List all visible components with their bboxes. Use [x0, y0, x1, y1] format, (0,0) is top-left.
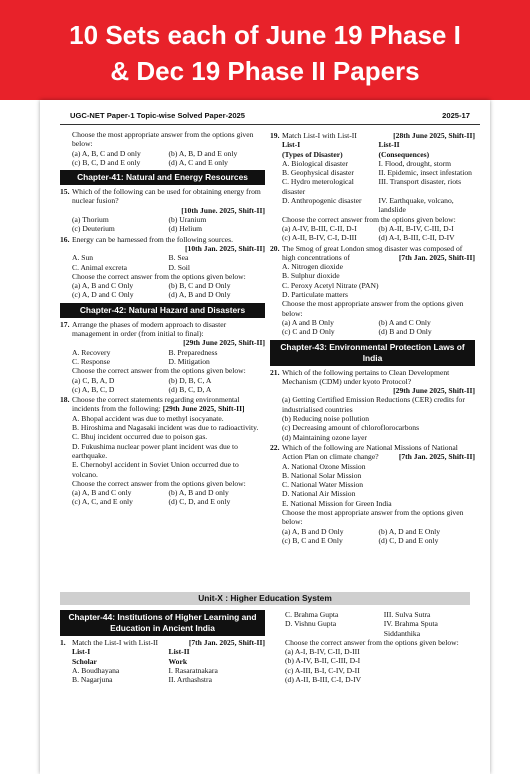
- list-item: C. Animal excreta: [72, 262, 128, 272]
- option-b: (b) A-II, B-IV, C-III, D-I: [378, 223, 454, 233]
- option-a: (a) A, B, C and D only: [72, 148, 141, 158]
- question-18: [60, 395, 265, 414]
- list-item: C. Peroxy Acetyl Nitrate (PAN): [282, 280, 379, 290]
- list-item: E. National Mission for Green India: [282, 498, 392, 508]
- question-number: 1.: [60, 638, 66, 647]
- list-1-heading: List-I: [72, 647, 91, 657]
- question-text: Energy can be harnessed from the following sources.: [72, 234, 233, 244]
- question-source: [10th Jan. 2025, Shift-II]: [185, 243, 265, 253]
- list-item: A. Sun: [72, 253, 94, 263]
- question-number: 16.: [60, 234, 70, 244]
- question-source: [7th Jan. 2025, Shift-II]: [398, 452, 475, 462]
- chapter-41-heading: Chapter-41: Natural and Energy Resources: [60, 170, 265, 185]
- option-b: (b) B, C and D Only: [168, 281, 231, 291]
- choose-instruction: Choose the correct answer from the options given below:: [285, 637, 459, 647]
- option-b: (b) Uranium: [168, 215, 207, 225]
- list-1-item: C. Hydro meterological disaster: [282, 177, 354, 196]
- option-a: (a) Getting Certified Emission Reductions (CER) credits for industrialised countries: [282, 395, 465, 414]
- choose-instruction: Choose the most appropriate answer from the options given below:: [282, 507, 464, 527]
- question-text: Which of the following are National Missions of National Action Plan on climate change?: [282, 442, 458, 462]
- list-item: B. Hiroshima and Nagasaki incident was due to radioactivity.: [72, 423, 259, 433]
- option-c: (c) A-II, B-IV, C-I, D-III: [282, 233, 357, 243]
- list-1-subheading: Scholar: [72, 656, 97, 666]
- question-number: 17.: [60, 319, 70, 329]
- list-item: D. Mitigation: [168, 356, 210, 366]
- list-2-item: I. Flood, drought, storm: [378, 158, 452, 168]
- right-column: [270, 130, 475, 545]
- list-1-item: A. Boudhayana: [72, 665, 120, 675]
- header-title: UGC-NET Paper-1 Topic-wise Solved Paper-2025: [70, 111, 245, 120]
- question-number: 19.: [270, 131, 280, 140]
- option-a: (a) A-IV, B-III, C-II, D-I: [282, 223, 357, 233]
- list-2-subheading: (Consequences): [378, 149, 430, 159]
- list-1-item: A. Biological disaster: [282, 158, 349, 168]
- list-item: C. National Water Mission: [282, 480, 364, 490]
- promo-banner: [0, 0, 530, 100]
- question-source: [7th Jan. 2025, Shift-II]: [188, 638, 265, 647]
- option-d: (d) B, C, D, A: [168, 384, 212, 394]
- question-text: Which of the following pertains to Clean Development Mechanism (CDM) under kyoto Protocol?: [282, 367, 450, 386]
- option-c: (c) B, C and E Only: [282, 535, 343, 545]
- bottom-left-column: [60, 610, 265, 684]
- question-source: [10th June. 2025, Shift-II]: [181, 205, 265, 215]
- option-a: (a) A-I, B-IV, C-II, D-III: [285, 647, 360, 657]
- page-number: 2025-17: [442, 111, 470, 120]
- list-item: B. National Solar Mission: [282, 470, 362, 480]
- list-2-item: I. Rasaratnakara: [168, 665, 218, 675]
- option-a: (a) C, B, A, D: [72, 375, 115, 385]
- question-22: [270, 443, 475, 462]
- list-item: C. Response: [72, 356, 110, 366]
- option-c: (c) B, C, D and E only: [72, 157, 141, 167]
- question-text: Match the List-I with List-II: [72, 638, 159, 647]
- option-b: (b) A, B, D and E only: [168, 148, 238, 158]
- question-text: Which of the following can be used for obtaining energy from nuclear fusion?: [72, 187, 261, 206]
- option-b: (b) A, B and D only: [168, 488, 229, 498]
- option-c: (c) C and D Only: [282, 327, 335, 337]
- list-item: D. Fukushima nuclear power plant incident was due to earthquake.: [72, 441, 238, 460]
- question-20: [270, 244, 475, 263]
- list-item: D. National Air Mission: [282, 489, 356, 499]
- option-d: (d) Maintaining ozone layer: [282, 432, 367, 442]
- chapter-43-heading: Chapter-43: Environmental Protection Laws of India: [270, 340, 475, 366]
- question-1: [60, 638, 265, 647]
- question-number: 20.: [270, 243, 280, 253]
- header-rule: [60, 124, 480, 125]
- choose-instruction: Choose the correct answer from the options given below:: [72, 366, 246, 376]
- chapter-44-heading: Chapter-44: Institutions of Higher Learning and Education in Ancient India: [60, 610, 265, 636]
- option-d: (d) A-I, B-III, C-II, D-IV: [378, 233, 455, 243]
- list-item: A. Bhopal accident was due to methyl isocyanate.: [72, 413, 224, 423]
- question-text: Arrange the phases of modern approach to disaster management in order (from initial to final):: [72, 319, 227, 339]
- question-number: 21.: [270, 367, 280, 377]
- question-text: Choose the correct statements regarding environmental incidents from the following:: [72, 395, 240, 414]
- banner-line-1: 10 Sets each of June 19 Phase I: [69, 20, 461, 50]
- choose-instruction: Choose the most appropriate answer from the options given below:: [282, 299, 464, 318]
- question-source: [28th June 2025, Shift-II]: [393, 131, 475, 140]
- list-item: B. Sea: [168, 253, 189, 263]
- question-source: [29th June 2025, Shift-II]: [183, 338, 265, 348]
- option-d: (d) C, D and E only: [378, 535, 439, 545]
- question-text: The Smog of great London smog disaster was composed of high concentrations of: [282, 243, 463, 262]
- option-c: (c) Deuterium: [72, 224, 115, 234]
- list-item: B. Sulphur dioxide: [282, 271, 340, 281]
- list-1-subheading: (Types of Disaster): [282, 149, 343, 159]
- list-2-subheading: Work: [168, 656, 188, 666]
- options-row: [60, 158, 265, 167]
- list-item: B. Preparedness: [168, 347, 218, 357]
- list-1-item: C. Brahma Gupta: [285, 610, 339, 619]
- list-2-item: II. Arthashstra: [168, 675, 212, 685]
- options-row: [60, 149, 265, 158]
- bottom-right-column: [285, 610, 475, 684]
- option-a: (a) A, B and C only: [72, 488, 132, 498]
- option-b: (b) Reducing noise pollution: [282, 414, 370, 424]
- intro-text: Choose the most appropriate answer from the options given below:: [72, 130, 254, 149]
- question-source: [29th June 2025, Shift-II]: [162, 404, 245, 414]
- list-2-heading: List-II: [378, 140, 400, 150]
- question-19: [270, 131, 475, 140]
- list-1-item: B. Geophysical disaster: [282, 168, 354, 178]
- option-d: (d) A, C and E only: [168, 157, 228, 167]
- list-item: A. Nitrogen dioxide: [282, 262, 343, 272]
- question-source: [29th June 2025, Shift-II]: [393, 386, 475, 396]
- chapter-42-heading: Chapter-42: Natural Hazard and Disasters: [60, 303, 265, 318]
- list-2-item: III. Sulva Sutra: [383, 610, 431, 619]
- option-b: (b) A, D and E Only: [378, 526, 441, 536]
- option-a: (a) Thorium: [72, 215, 109, 225]
- list-item: E. Chernobyl accident in Soviet Union occurred due to volcano.: [72, 460, 239, 479]
- question-16: [60, 235, 265, 254]
- banner-line-2: & Dec 19 Phase II Papers: [110, 56, 420, 86]
- list-1-item: D. Vishnu Gupta: [285, 619, 337, 629]
- option-b: (b) A-IV, B-II, C-III, D-I: [285, 656, 361, 666]
- left-column: [60, 130, 265, 507]
- question-21: [270, 368, 475, 396]
- option-a: (a) A and B Only: [282, 317, 334, 327]
- choose-instruction: Choose the correct answer from the options given below:: [282, 214, 456, 224]
- option-c: (c) A, D and C Only: [72, 290, 134, 300]
- question-number: 15.: [60, 187, 70, 197]
- question-source: [7th Jan. 2025, Shift-II]: [398, 252, 475, 262]
- option-c: (c) A, B, C, D: [72, 384, 115, 394]
- option-a: (a) A, B and D Only: [282, 526, 344, 536]
- running-header: [70, 111, 470, 120]
- option-c: (c) Decreasing amount of chloroflorocarbons: [282, 423, 420, 433]
- option-d: (d) A-II, B-III, C-I, D-IV: [285, 675, 362, 685]
- choose-instruction: Choose the correct answer from the options given below:: [72, 478, 246, 488]
- list-2-heading: List-II: [168, 647, 190, 657]
- option-a: (a) A, B and C Only: [72, 281, 134, 291]
- list-item: A. National Ozone Mission: [282, 461, 366, 471]
- option-b: (b) A and C Only: [378, 317, 431, 327]
- list-item: D. Soil: [168, 262, 191, 272]
- list-2-item: IV. Earthquake, volcano, landslide: [378, 196, 454, 215]
- book-page: [40, 100, 490, 774]
- question-15: [60, 187, 265, 215]
- list-item: A. Recovery: [72, 347, 111, 357]
- choose-instruction: Choose the correct answer from the options given below:: [72, 271, 246, 281]
- question-17: [60, 320, 265, 348]
- list-1-item: D. Anthropogenic disaster: [282, 196, 362, 206]
- option-d: (d) A, B and D Only: [168, 290, 231, 300]
- list-1-item: B. Nagarjuna: [72, 675, 113, 685]
- list-2-item: III. Transport disaster, riots: [378, 177, 462, 187]
- option-c: (c) A, C, and E only: [72, 497, 133, 507]
- list-item: C. Bhuj incident occurred due to poison gas.: [72, 432, 208, 442]
- list-2-item: IV. Brahma Sputa Siddanthika: [383, 619, 438, 638]
- option-d: (d) Helium: [168, 224, 203, 234]
- list-item: D. Particulate matters: [282, 290, 349, 300]
- option-b: (b) D, B, C, A: [168, 375, 212, 385]
- question-text: Match List-I with List-II: [282, 131, 357, 140]
- list-1-heading: List-I: [282, 140, 301, 150]
- option-d: (d) C, D, and E only: [168, 497, 231, 507]
- list-2-item: II. Epidemic, insect infestation: [378, 168, 472, 178]
- option-d: (d) B and D Only: [378, 327, 432, 337]
- question-number: 22.: [270, 442, 280, 452]
- option-c: (c) A-III, B-I, C-IV, D-II: [285, 665, 360, 675]
- unit-heading: Unit-X : Higher Education System: [60, 592, 470, 605]
- question-number: 18.: [60, 395, 70, 405]
